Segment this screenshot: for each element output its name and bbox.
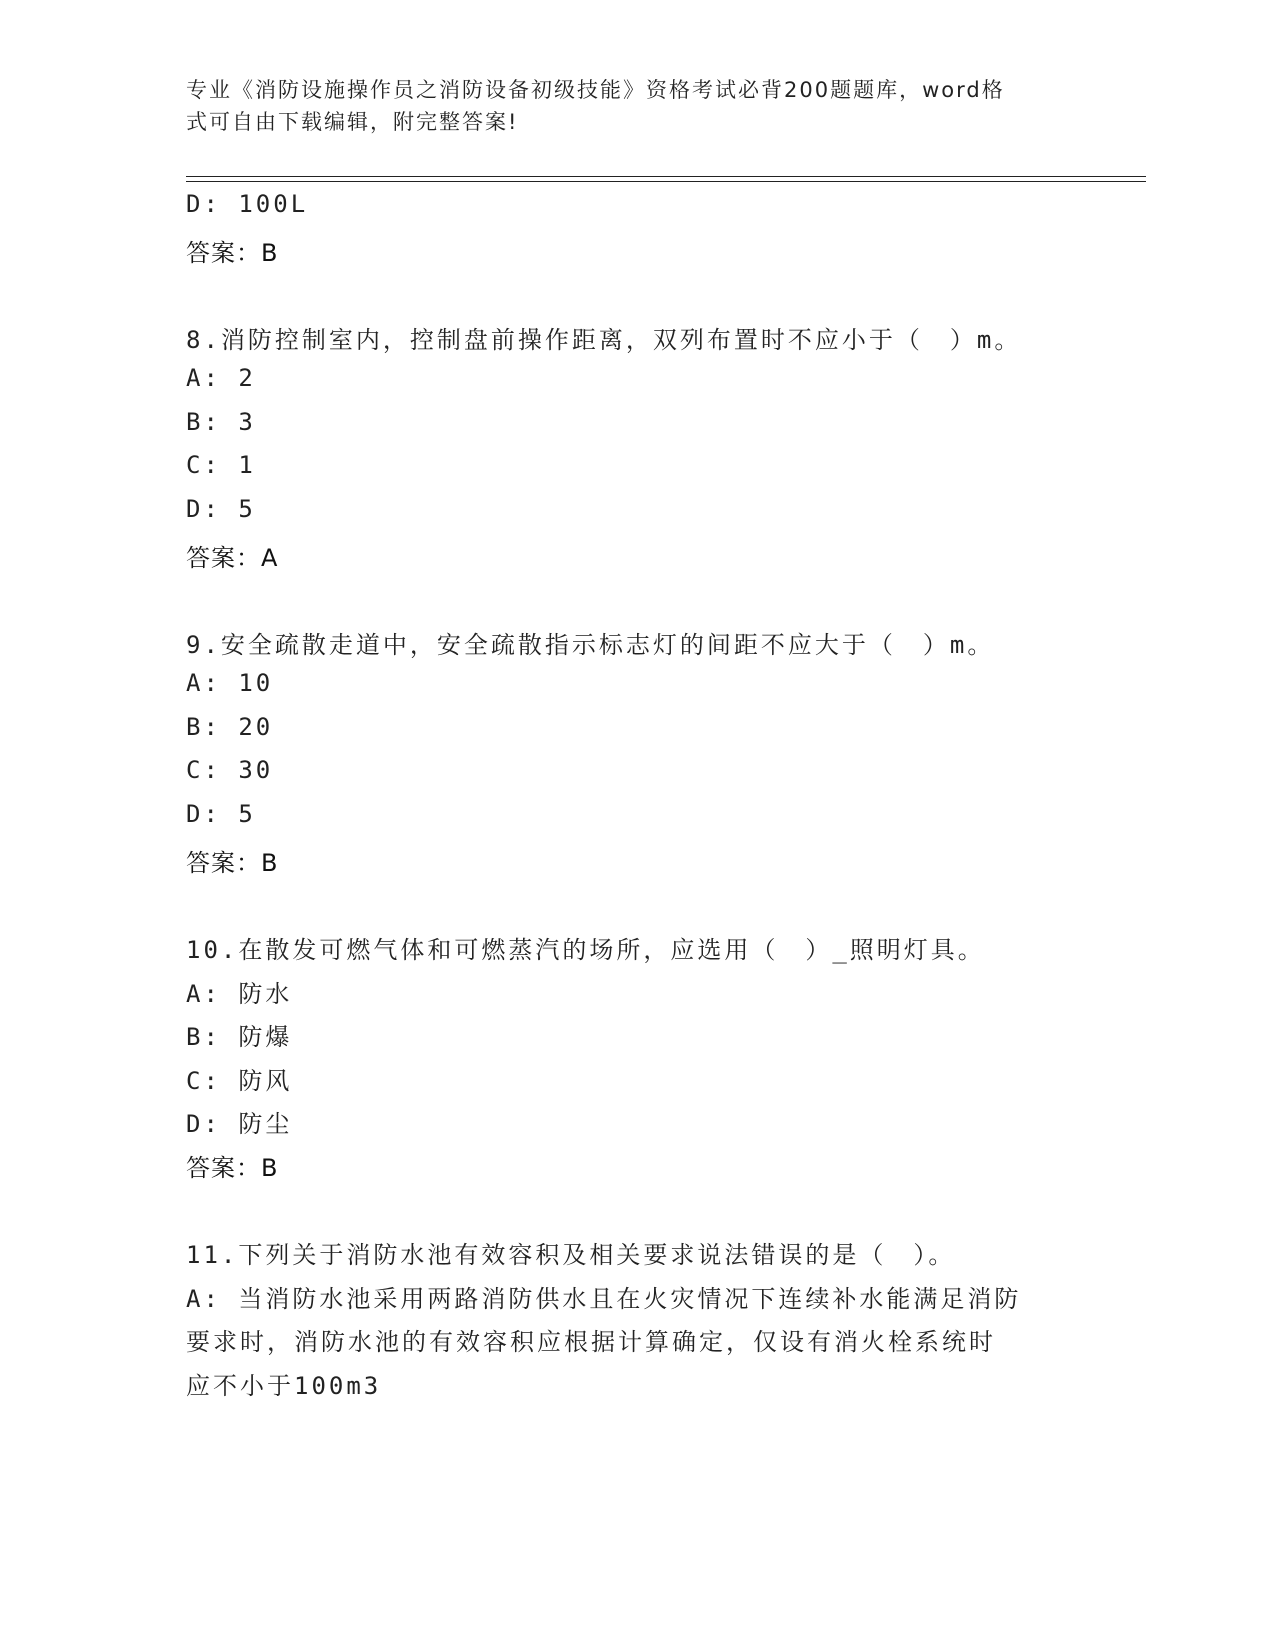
- question-10-option-d: D: 防尘: [186, 1110, 293, 1138]
- question-8-option-c: C: 1: [186, 451, 256, 479]
- question-10-answer: 答案：B: [186, 1154, 279, 1182]
- question-11-option-a-line-2: 要求时，消防水池的有效容积应根据计算确定，仅设有消火栓系统时: [186, 1328, 996, 1356]
- question-10-option-c: C: 防风: [186, 1067, 293, 1095]
- question-8-answer: 答案：A: [186, 544, 279, 572]
- question-11-stem: 11.下列关于消防水池有效容积及相关要求说法错误的是（ ）。: [186, 1241, 956, 1269]
- question-9-option-d: D: 5: [186, 800, 256, 828]
- question-8-option-d: D: 5: [186, 495, 256, 523]
- header-line-1: 专业《消防设施操作员之消防设备初级技能》资格考试必背200题题库，word格: [186, 78, 1005, 102]
- question-11-option-a-line-3: 应不小于100m3: [186, 1372, 382, 1400]
- document-header: [186, 74, 1086, 138]
- question-10-option-a: A: 防水: [186, 980, 293, 1008]
- question-9-answer: 答案：B: [186, 849, 279, 877]
- question-9-stem: 9.安全疏散走道中，安全疏散指示标志灯的间距不应大于（ ）m。: [186, 631, 995, 659]
- question-9-option-c: C: 30: [186, 756, 274, 784]
- question-9-option-b: B: 20: [186, 713, 274, 741]
- question-8-stem: 8.消防控制室内，控制盘前操作距离，双列布置时不应小于（ ）m。: [186, 326, 1022, 354]
- prev-answer: 答案：B: [186, 239, 279, 267]
- question-11-option-a-line-1: A: 当消防水池采用两路消防供水且在火灾情况下连续补水能满足消防: [186, 1285, 1022, 1313]
- header-divider-top: [186, 176, 1146, 177]
- header-divider-bottom: [186, 181, 1146, 182]
- question-8-option-b: B: 3: [186, 408, 256, 436]
- question-8-option-a: A: 2: [186, 364, 256, 392]
- question-10-option-b: B: 防爆: [186, 1023, 293, 1051]
- question-9-option-a: A: 10: [186, 669, 274, 697]
- question-10-stem: 10.在散发可燃气体和可燃蒸汽的场所，应选用（ ）_照明灯具。: [186, 936, 985, 964]
- header-line-2: 式可自由下载编辑，附完整答案!: [186, 110, 519, 134]
- prev-option-d: D: 100L: [186, 190, 309, 218]
